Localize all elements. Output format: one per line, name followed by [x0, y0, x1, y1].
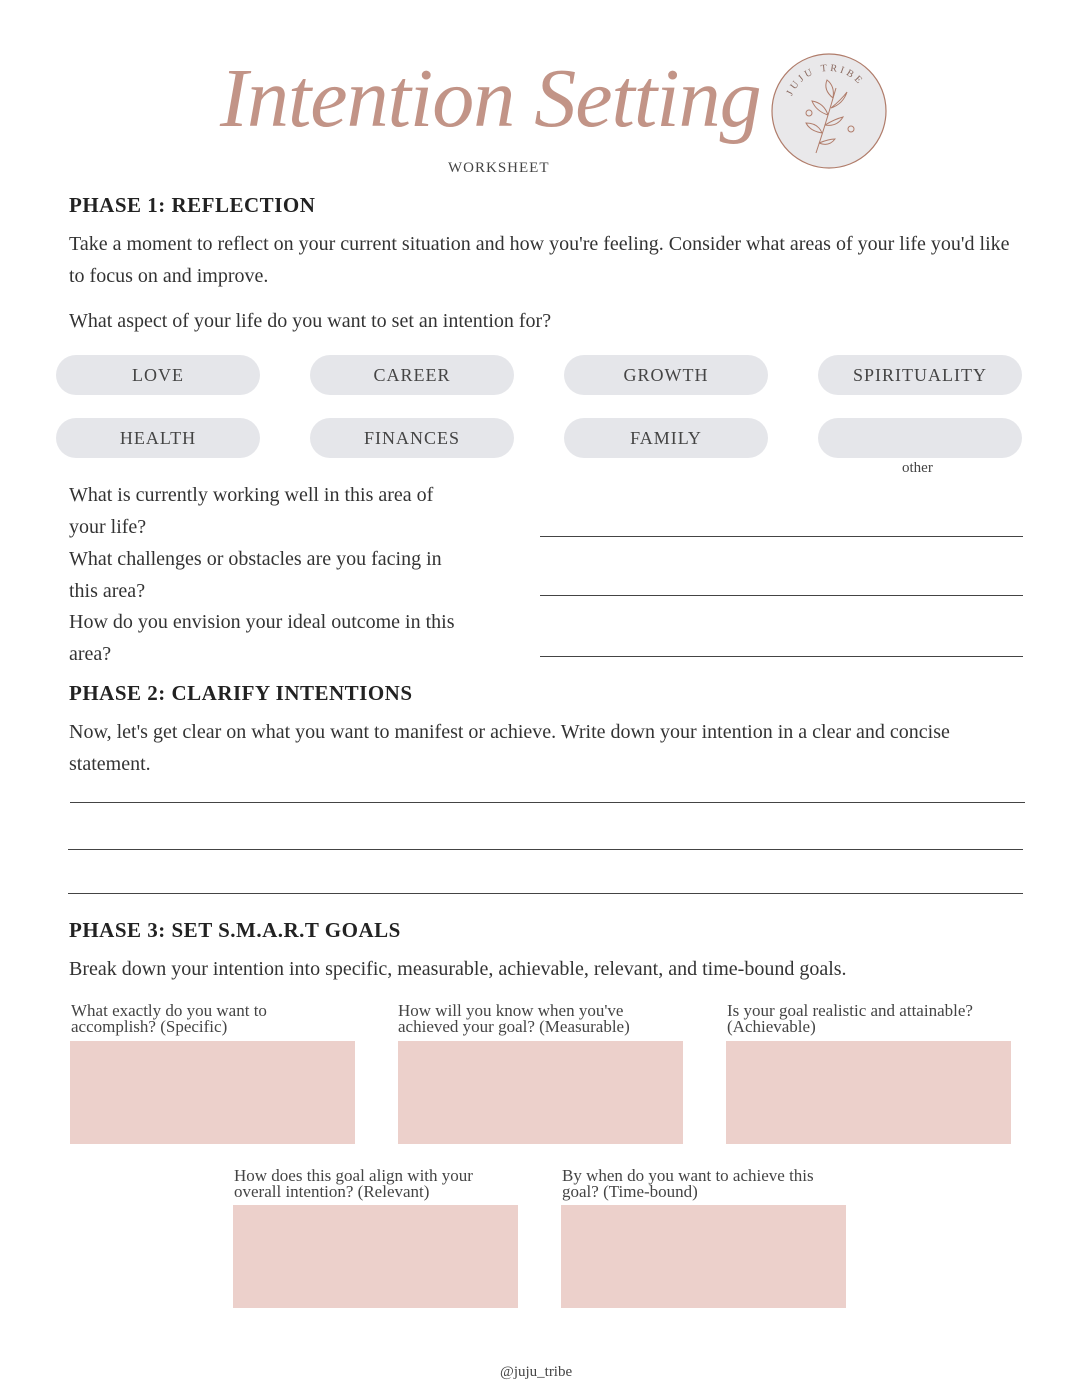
goal-specific-label: What exactly do you want to accomplish? (Specific): [71, 1001, 267, 1036]
option-love[interactable]: LOVE: [56, 355, 260, 395]
goal-specific-box[interactable]: [70, 1041, 355, 1144]
phase2-heading: PHASE 2: CLARIFY INTENTIONS: [69, 681, 413, 705]
phase1-intro: Take a moment to reflect on your current situation and how you're feeling. Consider what areas of your life you'd like to focus on and improve.: [69, 233, 1010, 287]
answer-line-3[interactable]: [540, 656, 1023, 657]
option-health[interactable]: HEALTH: [56, 418, 260, 458]
juju-tribe-logo: [771, 53, 887, 169]
option-spirituality[interactable]: SPIRITUALITY: [818, 355, 1022, 395]
other-label: other: [902, 460, 933, 476]
page-subtitle: WORKSHEET: [448, 160, 550, 176]
option-finances[interactable]: FINANCES: [310, 418, 514, 458]
svg-text:JUJU TRIBE: JUJU TRIBE: [784, 62, 867, 98]
phase3-heading: PHASE 3: SET S.M.A.R.T GOALS: [69, 918, 401, 942]
goal-measurable-label: How will you know when you've achieved your goal? (Measurable): [398, 1001, 630, 1036]
answer-line-2[interactable]: [540, 595, 1023, 596]
page-title: Intention Setting: [220, 52, 761, 145]
intention-line-2[interactable]: [68, 849, 1023, 850]
goal-relevant-box[interactable]: [233, 1205, 518, 1308]
reflection-question-1: What is currently working well in this area of your life?: [69, 484, 434, 538]
option-other-field[interactable]: [818, 418, 1022, 458]
phase1-heading: PHASE 1: REFLECTION: [69, 193, 316, 217]
option-career[interactable]: CAREER: [310, 355, 514, 395]
reflection-question-3: How do you envision your ideal outcome in this area?: [69, 611, 455, 665]
phase1-question: What aspect of your life do you want to set an intention for?: [69, 310, 552, 332]
intention-line-3[interactable]: [68, 893, 1023, 894]
intention-line-1[interactable]: [70, 802, 1025, 803]
footer-handle: @juju_tribe: [500, 1364, 573, 1380]
answer-line-1[interactable]: [540, 536, 1023, 537]
reflection-question-2: What challenges or obstacles are you facing in this area?: [69, 548, 442, 602]
goal-timebound-label: By when do you want to achieve this goal? (Time-bound): [562, 1166, 814, 1201]
option-growth[interactable]: GROWTH: [564, 355, 768, 395]
option-family[interactable]: FAMILY: [564, 418, 768, 458]
goal-achievable-label: Is your goal realistic and attainable? (Achievable): [727, 1001, 973, 1036]
phase2-intro: Now, let's get clear on what you want to manifest or achieve. Write down your intention in a clear and concise statement.: [69, 721, 950, 775]
goal-timebound-box[interactable]: [561, 1205, 846, 1308]
phase3-intro: Break down your intention into specific, measurable, achievable, relevant, and time-bound goals.: [69, 958, 847, 980]
goal-measurable-box[interactable]: [398, 1041, 683, 1144]
goal-relevant-label: How does this goal align with your overall intention? (Relevant): [234, 1166, 473, 1201]
goal-achievable-box[interactable]: [726, 1041, 1011, 1144]
